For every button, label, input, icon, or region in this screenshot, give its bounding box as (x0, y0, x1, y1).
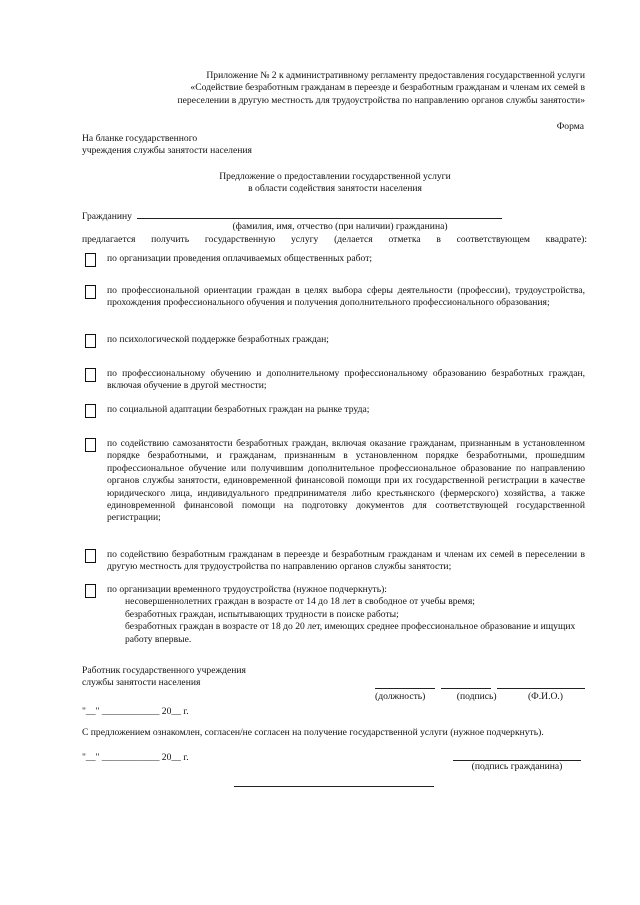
worker-signature-block (375, 684, 585, 703)
appendix-header (100, 70, 585, 107)
position-caption: (должность) (375, 691, 426, 702)
acquaint-text: С предложением ознакомлен, согласен/не согласен на получение государственной услуги (нужное подчеркнуть). (82, 727, 544, 738)
option-temporary-employment (85, 584, 585, 656)
signature-lines (375, 684, 585, 689)
option-label: по содействию безработным гражданам в переезде и безработным гражданам и членам их семей в переселении в другую местность для трудоустройства по направлению органов службы занятости; (107, 549, 585, 573)
form-label: Форма (556, 121, 584, 132)
option-label: по организации проведения оплачиваемых общественных работ; (107, 253, 373, 264)
option-label: по организации временного трудоустройства (нужное подчеркнуть): (107, 584, 387, 595)
option-self-employment (85, 438, 585, 525)
checkbox-vocational-training[interactable] (85, 368, 96, 382)
option-label: по профессиональному обучению и дополнительному профессиональному образованию безработных граждан, включая обучение в другой местности; (107, 368, 585, 392)
document-title (100, 171, 570, 196)
temp-sub-item[interactable]: безработных граждан в возрасте от 18 до 20 лет, имеющих среднее профессиональное образование и ищущих работу впервые. (125, 621, 576, 645)
checkbox-temporary-employment[interactable] (85, 584, 96, 598)
signature-field[interactable] (441, 684, 491, 689)
option-social-adaptation (85, 404, 585, 416)
fio-caption-worker: (Ф.И.О.) (527, 691, 563, 702)
option-label: по профессиональной ориентации граждан в целях выбора сферы деятельности (профессии), трудоустройства, прохождения профессионального обучения и получения дополнительного профессионального образования; (107, 285, 585, 309)
header-line-2: «Содействие безработным гражданам в переезде и безработным гражданам и членам их семей в (190, 82, 585, 94)
header-line-3: переселении в другую местность для трудоустройства по направлению органов службы занятости» (177, 94, 585, 106)
fio-caption: (фамилия, имя, отчество (при наличии) гражданина) (232, 221, 448, 232)
option-career-guidance (85, 285, 585, 310)
fio-field[interactable] (497, 684, 585, 689)
citizen-signature-block (453, 756, 581, 773)
checkbox-self-employment[interactable] (85, 438, 96, 452)
worker-date[interactable]: "__" ____________ 20__ г. (82, 706, 189, 717)
worker-line-2: службы занятости населения (82, 677, 201, 689)
option-relocation (85, 549, 585, 574)
checkbox-public-works[interactable] (85, 253, 96, 267)
citizen-signature-caption: (подпись гражданина) (471, 761, 563, 772)
signature-labels (375, 691, 585, 703)
option-label: по содействию самозанятости безработных граждан, включая оказание гражданам, признанным в установленном порядке безработными, и гражданам, признанным в установленном порядке безработными, прошедшим профессиональное обучение или получившим дополнительное профессиональное образование по направлению органов службы занятости, единовременной финансовой помощи при их государственной регистрации в качестве юридического лица, индивидуального предпринимателя либо крестьянского (фермерского) хозяйства, а также единовременной финансовой помощи на подготовку документов для соответствующей государственной регистрации; (107, 438, 585, 524)
option-label: по психологической поддержке безработных граждан; (107, 334, 329, 345)
worker-label (82, 665, 302, 690)
position-field[interactable] (375, 684, 435, 689)
title-line-2: в области содействия занятости населения (248, 183, 422, 195)
citizen-label: Гражданину (82, 211, 132, 222)
checkbox-career-guidance[interactable] (85, 285, 96, 299)
citizen-date[interactable]: "__" ____________ 20__ г. (82, 752, 189, 763)
worker-line-1: Работник государственного учреждения (82, 665, 246, 676)
citizen-name-field[interactable] (137, 208, 502, 219)
temp-sub-item[interactable]: безработных граждан, испытывающих трудности в поиске работы; (125, 608, 399, 620)
temp-sub-item[interactable]: несовершеннолетних граждан в возрасте от 14 до 18 лет в свободное от учебы время; (125, 596, 475, 608)
checkbox-social-adaptation[interactable] (85, 404, 96, 418)
title-line-1: Предложение о предоставлении государственной услуги (219, 171, 451, 182)
option-label: по социальной адаптации безработных граждан на рынке труда; (107, 404, 370, 415)
offer-text: предлагается получить государственную услугу (делается отметка в соответствующем квадрате): (82, 234, 587, 245)
blank-note-line-2: учреждения службы занятости населения (82, 145, 252, 157)
blank-note (82, 133, 302, 158)
option-psychological-support (85, 334, 585, 346)
blank-note-line-1: На бланке государственного (82, 133, 198, 144)
bottom-divider (234, 786, 434, 787)
option-public-works (85, 253, 585, 265)
checkbox-psychological-support[interactable] (85, 334, 96, 348)
signature-caption: (подпись) (456, 691, 497, 702)
option-vocational-training (85, 368, 585, 393)
header-line-1: Приложение № 2 к административному регламенту предоставления государственной услуги (206, 70, 585, 81)
checkbox-relocation[interactable] (85, 549, 96, 563)
temporary-employment-sublist (125, 596, 585, 646)
